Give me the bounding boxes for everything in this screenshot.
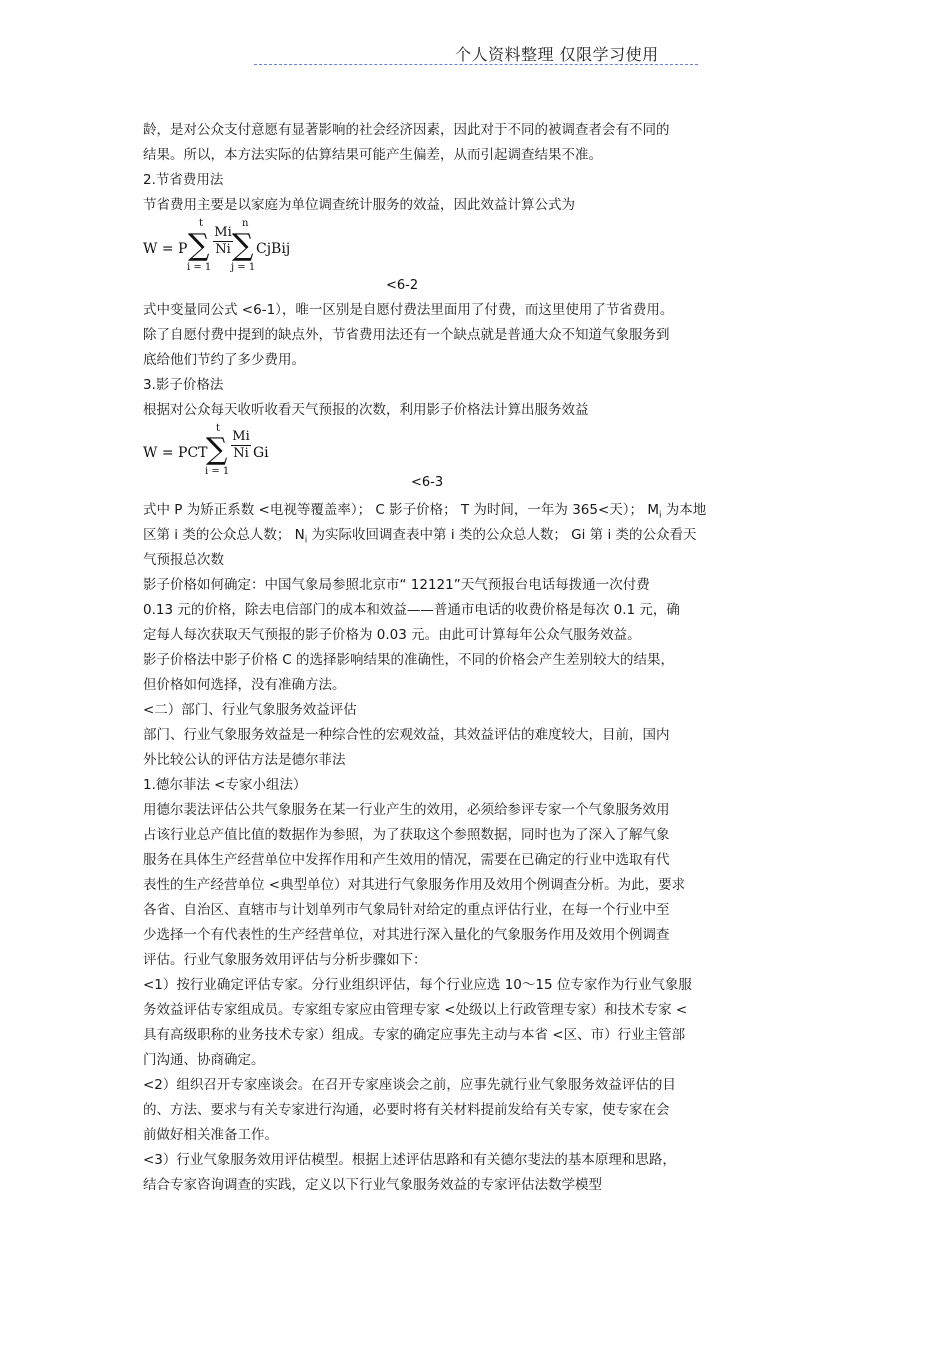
paragraph-line: 外比较公认的评估方法是德尔菲法	[143, 752, 346, 768]
paragraph-line: 结合专家咨询调查的实践，定义以下行业气象服务效益的专家评估法数学模型	[143, 1177, 602, 1193]
paragraph-line: 影子价格法中影子价格 C 的选择影响结果的准确性，不同的价格会产生差别较大的结果，	[143, 652, 675, 668]
formula-lhs: W = PCT	[143, 445, 208, 461]
page-header: 个人资料整理 仅限学习使用	[455, 45, 659, 64]
formula-lhs: W = P	[143, 241, 188, 257]
paragraph-line: 式中变量同公式 <6-1），唯一区别是自愿付费法里面用了付费，而这里使用了节省费用。	[143, 302, 674, 318]
paragraph-line: 评估。行业气象服务效用评估与分析步骤如下：	[143, 952, 427, 968]
section-heading-shadow-price: 3.影子价格法	[143, 377, 224, 393]
section-heading-delphi: 1.德尔菲法 <专家小组法）	[143, 777, 307, 793]
formula-6-3	[143, 423, 823, 498]
paragraph-line: <2）组织召开专家座谈会。在召开专家座谈会之前，应事先就行业气象服务效益评估的目	[143, 1077, 676, 1093]
paragraph-line: 除了自愿付费中提到的缺点外，节省费用法还有一个缺点就是普通大众不知道气象服务到	[143, 327, 670, 343]
paragraph-line: 区第 i 类的公众总人数； $N_i$ 为实际收回调查表中第 i 类的公众总人数； Gi 第 i 类的公众看天	[143, 527, 697, 546]
fraction-mi-ni	[231, 429, 251, 462]
sum-lower-limit: i = 1	[205, 466, 230, 477]
fraction-numerator: Mi	[232, 429, 250, 444]
paragraph-line: 底给他们节约了多少费用。	[143, 352, 305, 368]
paragraph-line: 定每人每次获取天气预报的影子价格为 0.03 元。由此可计算每年公众气服务效益。	[143, 627, 641, 643]
sum-lower-limit: j = 1	[231, 262, 256, 273]
paragraph-line: 前做好相关准备工作。	[143, 1127, 278, 1143]
section-heading-industry: <二）部门、行业气象服务效益评估	[143, 702, 357, 718]
document-body	[143, 118, 823, 1198]
sum-lower-limit: i = 1	[187, 262, 212, 273]
equation-number: <6-2	[386, 278, 419, 293]
paragraph-line: 部门、行业气象服务效益是一种综合性的宏观效益，其效益评估的难度较大，目前，国内	[143, 727, 670, 743]
formula-tail: Gi	[253, 445, 269, 461]
formula-tail: CjBij	[256, 241, 291, 257]
paragraph-line: <3）行业气象服务效用评估模型。根据上述评估思路和有关德尔斐法的基本原理和思路，	[143, 1152, 676, 1168]
header-divider	[254, 64, 698, 65]
sum-upper-limit: t	[199, 218, 204, 229]
paragraph-line: 龄，是对公众支付意愿有显著影响的社会经济因素，因此对于不同的被调查者会有不同的	[143, 122, 670, 138]
sigma-symbol: ∑	[188, 228, 210, 263]
paragraph-line: 服务在具体生产经营单位中发挥作用和产生效用的情况，需要在已确定的行业中选取有代	[143, 852, 670, 868]
section-heading-saving-cost: 2.节省费用法	[143, 172, 224, 188]
paragraph-line: 结果。所以，本方法实际的估算结果可能产生偏差，从而引起调查结果不准。	[143, 147, 602, 163]
paragraph-line: 气预报总次数	[143, 552, 224, 568]
paragraph-line: 占该行业总产值比值的数据作为参照，为了获取这个参照数据，同时也为了深入了解气象	[143, 827, 670, 843]
paragraph-line: 用德尔裴法评估公共气象服务在某一行业产生的效用，必须给参评专家一个气象服务效用	[143, 802, 670, 818]
fraction-mi-ni	[213, 225, 233, 258]
paragraph-line: 式中 P 为矫正系数 <电视等覆盖率）； C 影子价格； T 为时间，一年为 365<天）； $M_i$ 为本地	[143, 502, 707, 521]
paragraph-line: 0.13 元的价格，除去电信部门的成本和效益——普通市电话的收费价格是每次 0.1 元，确	[143, 602, 680, 618]
paragraph-line: 表性的生产经营单位 <典型单位）对其进行气象服务作用及效用个例调查分析。为此，要求	[143, 877, 686, 893]
paragraph-line: 少选择一个有代表性的生产经营单位，对其进行深入量化的气象服务作用及效用个例调查	[143, 927, 670, 943]
paragraph-line: 具有高级职称的业务技术专家）组成。专家的确定应事先主动与本省 <区、市）行业主管部	[143, 1027, 686, 1043]
paragraph-line: 节省费用主要是以家庭为单位调查统计服务的效益，因此效益计算公式为	[143, 197, 575, 213]
paragraph-line: 根据对公众每天收听收看天气预报的次数，利用影子价格法计算出服务效益	[143, 402, 589, 418]
paragraph-line: 影子价格如何确定：中国气象局参照北京市“ 12121”天气预报台电话每拨通一次付费	[143, 577, 650, 593]
paragraph-line: 务效益评估专家组成员。专家组专家应由管理专家 <处级以上行政管理专家）和技术专家 <	[143, 1002, 688, 1018]
fraction-denominator: Ni	[215, 242, 231, 257]
sigma-symbol: ∑	[206, 432, 228, 467]
sigma-symbol: ∑	[232, 228, 254, 263]
equation-number: <6-3	[411, 475, 444, 490]
fraction-numerator: Mi	[214, 225, 232, 240]
paragraph-line: <1）按行业确定评估专家。分行业组织评估，每个行业应选 10～15 位专家作为行业气象服	[143, 977, 692, 993]
paragraph-line: 但价格如何选择，没有准确方法。	[143, 677, 346, 693]
sum-upper-limit: t	[216, 423, 221, 434]
paragraph-line: 门沟通、协商确定。	[143, 1052, 265, 1068]
fraction-denominator: Ni	[233, 446, 249, 461]
paragraph-line: 的、方法、要求与有关专家进行沟通，必要时将有关材料提前发给有关专家，使专家在会	[143, 1102, 670, 1118]
paragraph-line: 各省、自治区、直辖市与计划单列市气象局针对给定的重点评估行业，在每一个行业中至	[143, 902, 670, 918]
formula-6-2	[143, 218, 823, 298]
sum-upper-limit: n	[242, 218, 249, 229]
